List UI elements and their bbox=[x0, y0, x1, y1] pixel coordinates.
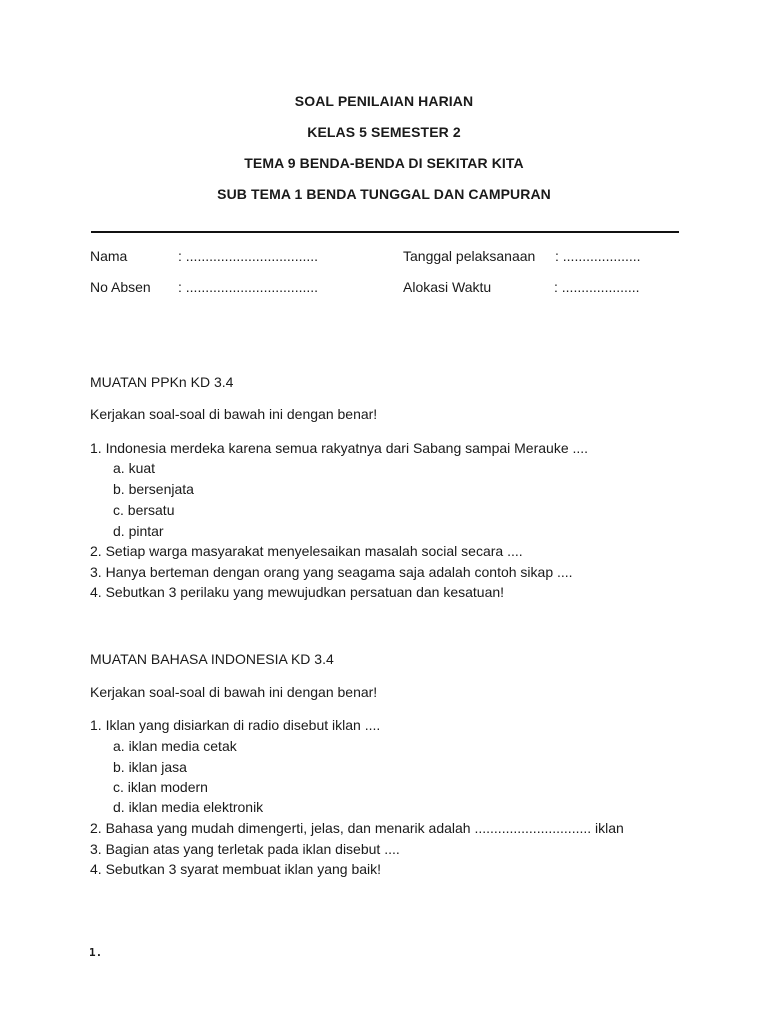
header-title-1: SOAL PENILAIAN HARIAN bbox=[294, 93, 474, 109]
alokasi-field: : .................... bbox=[554, 279, 640, 295]
nama-label: Nama bbox=[90, 248, 128, 264]
header-title-4: SUB TEMA 1 BENDA TUNGGAL DAN CAMPURAN bbox=[217, 186, 551, 202]
bahasa-question-2: 2. Bahasa yang mudah dimengerti, jelas, dan menarik adalah .............................. iklan bbox=[90, 820, 624, 836]
ppkn-question-3: 3. Hanya berteman dengan orang yang seagama saja adalah contoh sikap .... bbox=[90, 564, 573, 580]
ppkn-q1-option-d: d. pintar bbox=[113, 523, 164, 539]
tanggal-label: Tanggal pelaksanaan bbox=[403, 248, 536, 264]
nama-field: : .................................. bbox=[178, 248, 319, 264]
section-ppkn-heading: MUATAN PPKn KD 3.4 bbox=[90, 374, 234, 390]
ppkn-q1-option-b: b. bersenjata bbox=[113, 481, 194, 497]
ppkn-question-2: 2. Setiap warga masyarakat menyelesaikan masalah social secara .... bbox=[90, 543, 523, 559]
ppkn-question-1: 1. Indonesia merdeka karena semua rakyatnya dari Sabang sampai Merauke .... bbox=[90, 440, 589, 456]
alokasi-label: Alokasi Waktu bbox=[403, 279, 492, 295]
section-bahasa-instruction: Kerjakan soal-soal di bawah ini dengan benar! bbox=[90, 684, 378, 700]
page-number: 1. bbox=[89, 946, 103, 959]
bahasa-q1-option-a: a. iklan media cetak bbox=[113, 738, 237, 754]
section-bahasa-heading: MUATAN BAHASA INDONESIA KD 3.4 bbox=[90, 651, 334, 667]
section-ppkn-instruction: Kerjakan soal-soal di bawah ini dengan benar! bbox=[90, 406, 378, 422]
header-title-2: KELAS 5 SEMESTER 2 bbox=[307, 124, 461, 140]
header-divider bbox=[91, 231, 679, 233]
absen-label: No Absen bbox=[90, 279, 151, 295]
header-title-3: TEMA 9 BENDA-BENDA DI SEKITAR KITA bbox=[244, 155, 524, 171]
bahasa-q1-option-b: b. iklan jasa bbox=[113, 759, 187, 775]
bahasa-question-4: 4. Sebutkan 3 syarat membuat iklan yang baik! bbox=[90, 861, 382, 877]
bahasa-question-1: 1. Iklan yang disiarkan di radio disebut iklan .... bbox=[90, 717, 381, 733]
ppkn-q1-option-a: a. kuat bbox=[113, 460, 156, 476]
bahasa-question-3: 3. Bagian atas yang terletak pada iklan disebut .... bbox=[90, 841, 400, 857]
bahasa-q1-option-c: c. iklan modern bbox=[113, 779, 208, 795]
ppkn-question-4: 4. Sebutkan 3 perilaku yang mewujudkan persatuan dan kesatuan! bbox=[90, 584, 505, 600]
absen-field: : .................................. bbox=[178, 279, 319, 295]
tanggal-field: : .................... bbox=[555, 248, 641, 264]
bahasa-q1-option-d: d. iklan media elektronik bbox=[113, 799, 264, 815]
ppkn-q1-option-c: c. bersatu bbox=[113, 502, 175, 518]
